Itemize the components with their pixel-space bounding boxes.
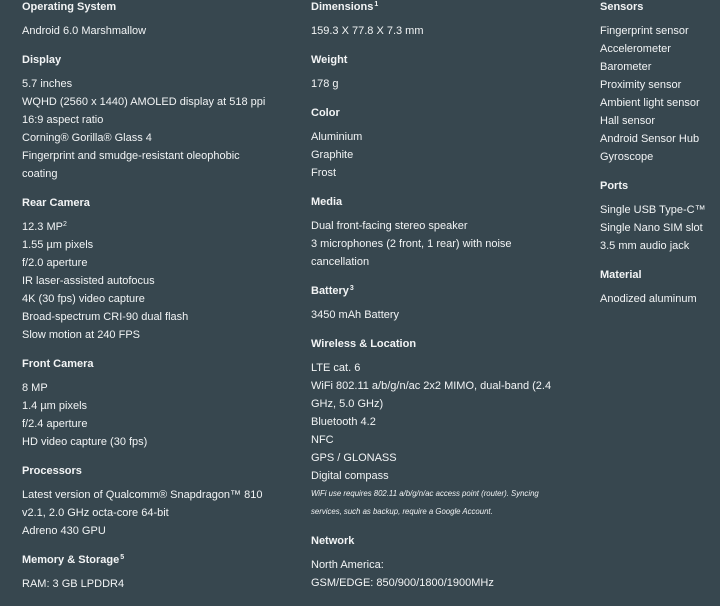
spec-line: Fingerprint sensor [600, 25, 689, 37]
spec-heading-media [311, 195, 583, 209]
spec-heading-text: Weight [311, 54, 348, 66]
spec-section-ports [600, 179, 718, 255]
spec-heading-text: Display [22, 54, 62, 66]
spec-section-network [311, 534, 583, 592]
spec-heading-text: Wireless & Location [311, 338, 417, 350]
spec-line: Digital compass [311, 470, 389, 482]
spec-line: 159.3 X 77.8 X 7.3 mm [311, 25, 424, 37]
spec-line: 3 microphones (2 front, 1 rear) with noise [311, 238, 512, 250]
spec-heading-network [311, 534, 583, 548]
spec-heading-wireless-location [311, 337, 583, 351]
spec-heading-text: Media [311, 196, 343, 208]
spec-line: Single USB Type-C™ [600, 204, 706, 216]
spec-line: Dual front-facing stereo speaker [311, 220, 468, 232]
spec-line: IR laser-assisted autofocus [22, 275, 155, 287]
spec-section-wireless-location [311, 337, 583, 521]
spec-line: Corning® Gorilla® Glass 4 [22, 132, 152, 144]
spec-section-sensors [600, 0, 718, 166]
spec-line: Adreno 430 GPU [22, 525, 106, 537]
spec-line: Slow motion at 240 FPS [22, 329, 141, 341]
spec-line: Proximity sensor [600, 79, 682, 91]
spec-heading-battery [311, 284, 583, 298]
spec-section-operating-system [22, 0, 304, 40]
spec-line: Android 6.0 Marshmallow [22, 25, 147, 37]
spec-line: Anodized aluminum [600, 293, 697, 305]
spec-line: WQHD (2560 x 1440) AMOLED display at 518 ppi [22, 96, 266, 108]
spec-line: 3450 mAh Battery [311, 309, 400, 321]
spec-heading-text: Sensors [600, 1, 644, 13]
spec-line: North America: [311, 559, 384, 571]
footnote-marker: 5 [120, 554, 125, 561]
spec-line: GPS / GLONASS [311, 452, 397, 464]
spec-line: 3.5 mm audio jack [600, 240, 690, 252]
spec-line: Broad-spectrum CRI-90 dual flash [22, 311, 189, 323]
spec-line: 16:9 aspect ratio [22, 114, 104, 126]
footnote-marker: 2 [62, 221, 67, 228]
spec-line: Ambient light sensor [600, 97, 700, 109]
spec-heading-text: Color [311, 107, 340, 119]
spec-line: Graphite [311, 149, 354, 161]
spec-section-media [311, 195, 583, 271]
spec-heading-display [22, 53, 304, 67]
spec-heading-ports [600, 179, 718, 193]
footnote-marker: 3 [349, 285, 354, 292]
spec-heading-processors [22, 464, 304, 478]
spec-heading-text: Network [311, 535, 355, 547]
spec-line: WiFi 802.11 a/b/g/n/ac 2x2 MIMO, dual-band (2.4 [311, 380, 552, 392]
spec-heading-text: Ports [600, 180, 629, 192]
spec-column-1 [22, 0, 304, 606]
spec-line: Fingerprint and smudge-resistant oleophobic [22, 150, 240, 162]
spec-line: Android Sensor Hub [600, 133, 700, 145]
spec-section-front-camera [22, 357, 304, 451]
spec-section-rear-camera [22, 196, 304, 344]
spec-heading-dimensions [311, 0, 583, 14]
spec-line: 178 g [311, 78, 339, 90]
spec-line: HD video capture (30 fps) [22, 436, 148, 448]
spec-heading-text: Front Camera [22, 358, 94, 370]
spec-line: Barometer [600, 61, 652, 73]
spec-line: Gyroscope [600, 151, 654, 163]
spec-line: LTE cat. 6 [311, 362, 361, 374]
spec-line: f/2.4 aperture [22, 418, 88, 430]
spec-heading-color [311, 106, 583, 120]
spec-line: coating [22, 168, 58, 180]
spec-line: 5.7 inches [22, 78, 73, 90]
spec-heading-text: Rear Camera [22, 197, 90, 209]
spec-heading-operating-system [22, 0, 304, 14]
spec-line: NFC [311, 434, 334, 446]
spec-line: Single Nano SIM slot [600, 222, 703, 234]
spec-line: GSM/EDGE: 850/900/1800/1900MHz [311, 577, 494, 589]
spec-line: Bluetooth 4.2 [311, 416, 376, 428]
spec-footnote: WiFi use requires 802.11 a/b/g/n/ac access point (router). Syncing [311, 489, 539, 498]
spec-section-color [311, 106, 583, 182]
spec-line-text: 12.3 MP [22, 221, 63, 233]
spec-line: 1.4 µm pixels [22, 400, 88, 412]
spec-section-weight [311, 53, 583, 93]
spec-section-dimensions [311, 0, 583, 40]
spec-line: cancellation [311, 256, 370, 268]
spec-section-memory-storage [22, 553, 304, 593]
spec-column-2 [311, 0, 583, 605]
spec-section-processors [22, 464, 304, 540]
spec-section-display [22, 53, 304, 183]
spec-heading-text: Dimensions [311, 1, 374, 13]
spec-line: 1.55 µm pixels [22, 239, 94, 251]
spec-column-3 [600, 0, 718, 321]
spec-heading-text: Memory & Storage [22, 554, 120, 566]
spec-line: 8 MP [22, 382, 48, 394]
spec-heading-rear-camera [22, 196, 304, 210]
spec-heading-material [600, 268, 718, 282]
spec-heading-text: Operating System [22, 1, 117, 13]
spec-section-material [600, 268, 718, 308]
spec-line: v2.1, 2.0 GHz octa-core 64-bit [22, 507, 169, 519]
spec-line: Accelerometer [600, 43, 671, 55]
spec-line: f/2.0 aperture [22, 257, 88, 269]
footnote-marker: 1 [374, 1, 379, 8]
spec-line: Hall sensor [600, 115, 656, 127]
spec-heading-text: Processors [22, 465, 82, 477]
spec-line: Latest version of Qualcomm® Snapdragon™ 810 [22, 489, 263, 501]
spec-heading-text: Battery [311, 285, 349, 297]
spec-heading-memory-storage [22, 553, 304, 567]
spec-heading-front-camera [22, 357, 304, 371]
spec-line: GHz, 5.0 GHz) [311, 398, 384, 410]
spec-heading-text: Material [600, 269, 642, 281]
spec-section-battery [311, 284, 583, 324]
spec-footnote: services, such as backup, require a Google Account. [311, 507, 493, 516]
spec-heading-sensors [600, 0, 718, 14]
spec-line: Aluminium [311, 131, 363, 143]
spec-line: RAM: 3 GB LPDDR4 [22, 578, 125, 590]
spec-line [22, 218, 304, 236]
spec-line: 4K (30 fps) video capture [22, 293, 145, 305]
spec-line: Frost [311, 167, 337, 179]
spec-heading-weight [311, 53, 583, 67]
